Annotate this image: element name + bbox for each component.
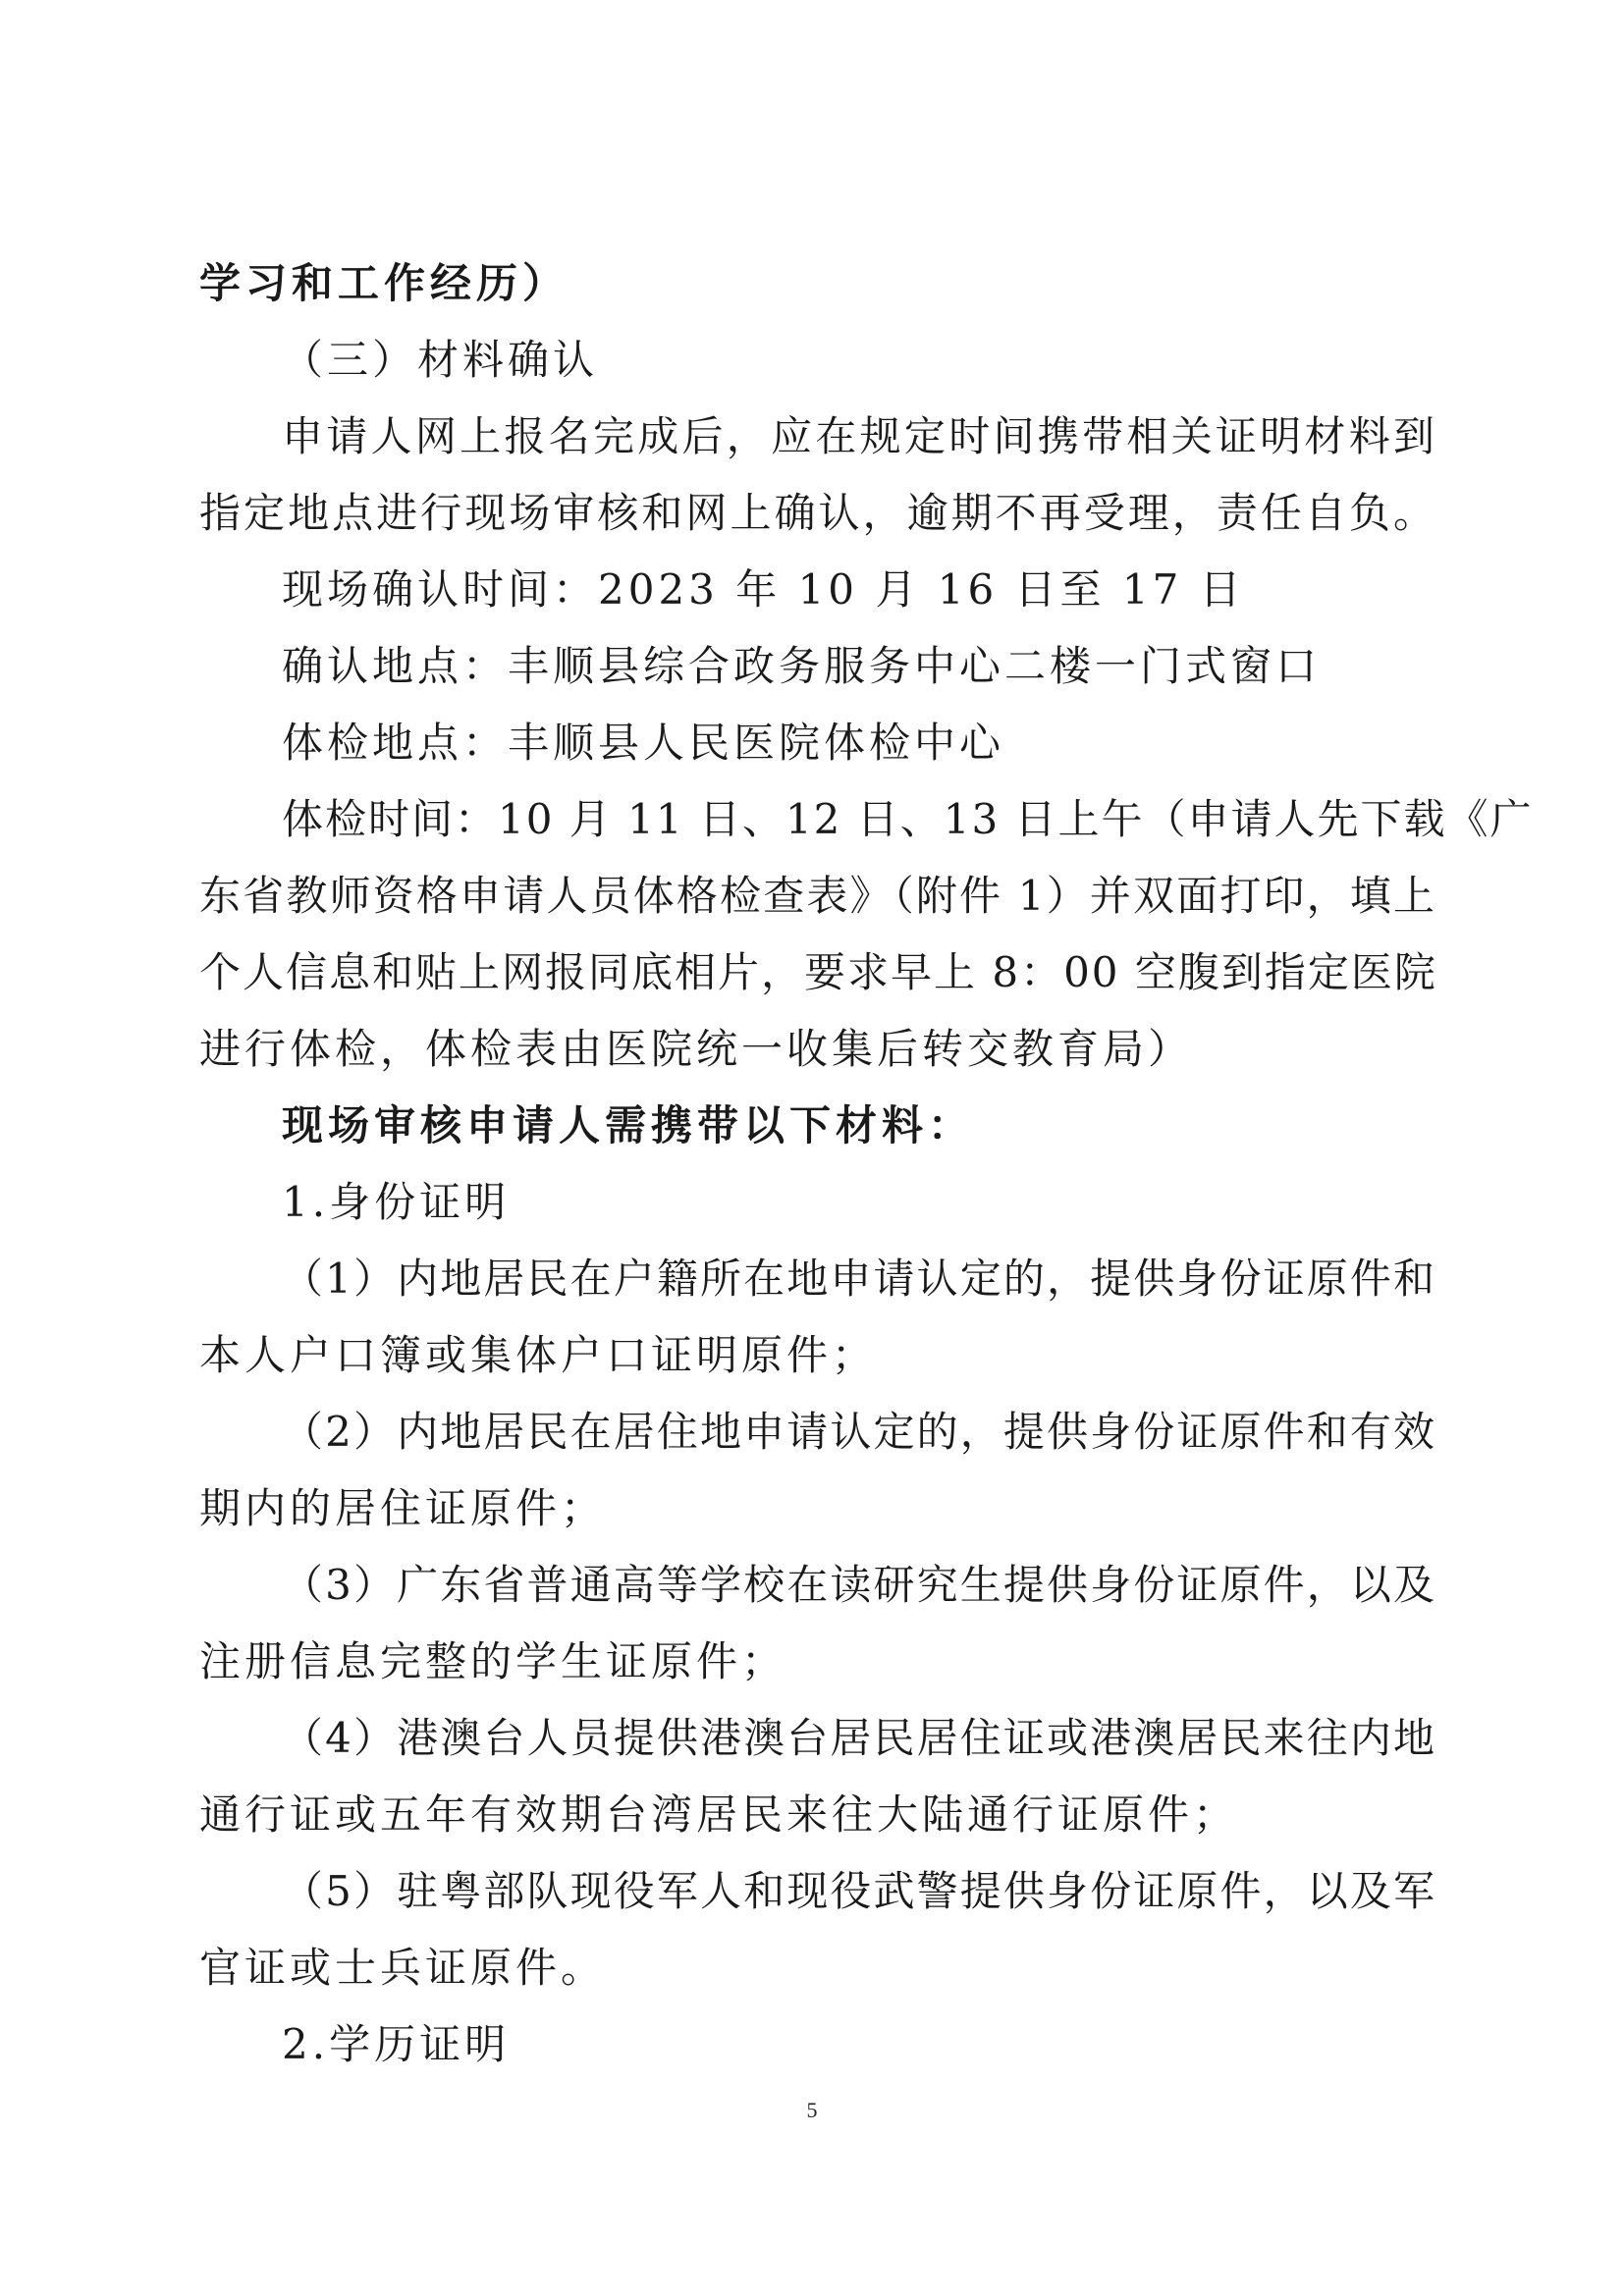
- list-item-continuation: 注册信息完整的学生证原件；: [199, 1637, 787, 1685]
- list-item: （2）内地居民在居住地申请认定的，提供身份证原件和有效: [282, 1408, 1436, 1456]
- list-item-continuation: 官证或士兵证原件。: [199, 1944, 607, 1992]
- list-item-continuation: 本人户口簿或集体户口证明原件；: [199, 1331, 878, 1379]
- list-item: （3）广东省普通高等学校在读研究生提供身份证原件，以及: [282, 1561, 1436, 1609]
- text-line: 东省教师资格申请人员体格检查表》（附件 1）并双面打印，填上: [199, 872, 1436, 920]
- text-line: 现场确认时间：2023 年 10 月 16 日至 17 日: [282, 565, 1245, 614]
- list-item: （4）港澳台人员提供港澳台居民居住证或港澳居民来往内地: [282, 1714, 1436, 1762]
- list-heading: 2.学历证明: [282, 2020, 511, 2068]
- list-item-continuation: 期内的居住证原件；: [199, 1484, 607, 1532]
- text-line: 申请人网上报名完成后，应在规定时间携带相关证明材料到: [282, 412, 1436, 460]
- body-text: [199, 245, 1534, 2083]
- text-line: 个人信息和贴上网报同底相片，要求早上 8：00 空腹到指定医院: [199, 948, 1437, 996]
- text-line: 学习和工作经历）: [199, 259, 569, 307]
- text-line: 确认地点：丰顺县综合政务服务中心二楼一门式窗口: [282, 642, 1322, 690]
- text-line: 进行体检，体检表由医院统一收集后转交教育局）: [199, 1025, 1194, 1073]
- list-heading: 1.身份证明: [282, 1178, 511, 1226]
- text-line: 体检时间：10 月 11 日、12 日、13 日上午（申请人先下载《广: [282, 795, 1534, 843]
- text-line: 指定地点进行现场审核和网上确认，逾期不再受理，责任自负。: [199, 489, 1436, 537]
- subheading: 现场审核申请人需携带以下材料：: [282, 1101, 975, 1149]
- page-number: 5: [806, 2098, 818, 2122]
- list-item-continuation: 通行证或五年有效期台湾居民来往大陆通行证原件；: [199, 1790, 1239, 1839]
- list-item: （5）驻粤部队现役军人和现役武警提供身份证原件，以及军: [282, 1867, 1436, 1915]
- section-heading: （三）材料确认: [282, 336, 599, 384]
- list-item: （1）内地居民在户籍所在地申请认定的，提供身份证原件和: [282, 1255, 1436, 1303]
- text-line: 体检地点：丰顺县人民医院体检中心: [282, 719, 1005, 767]
